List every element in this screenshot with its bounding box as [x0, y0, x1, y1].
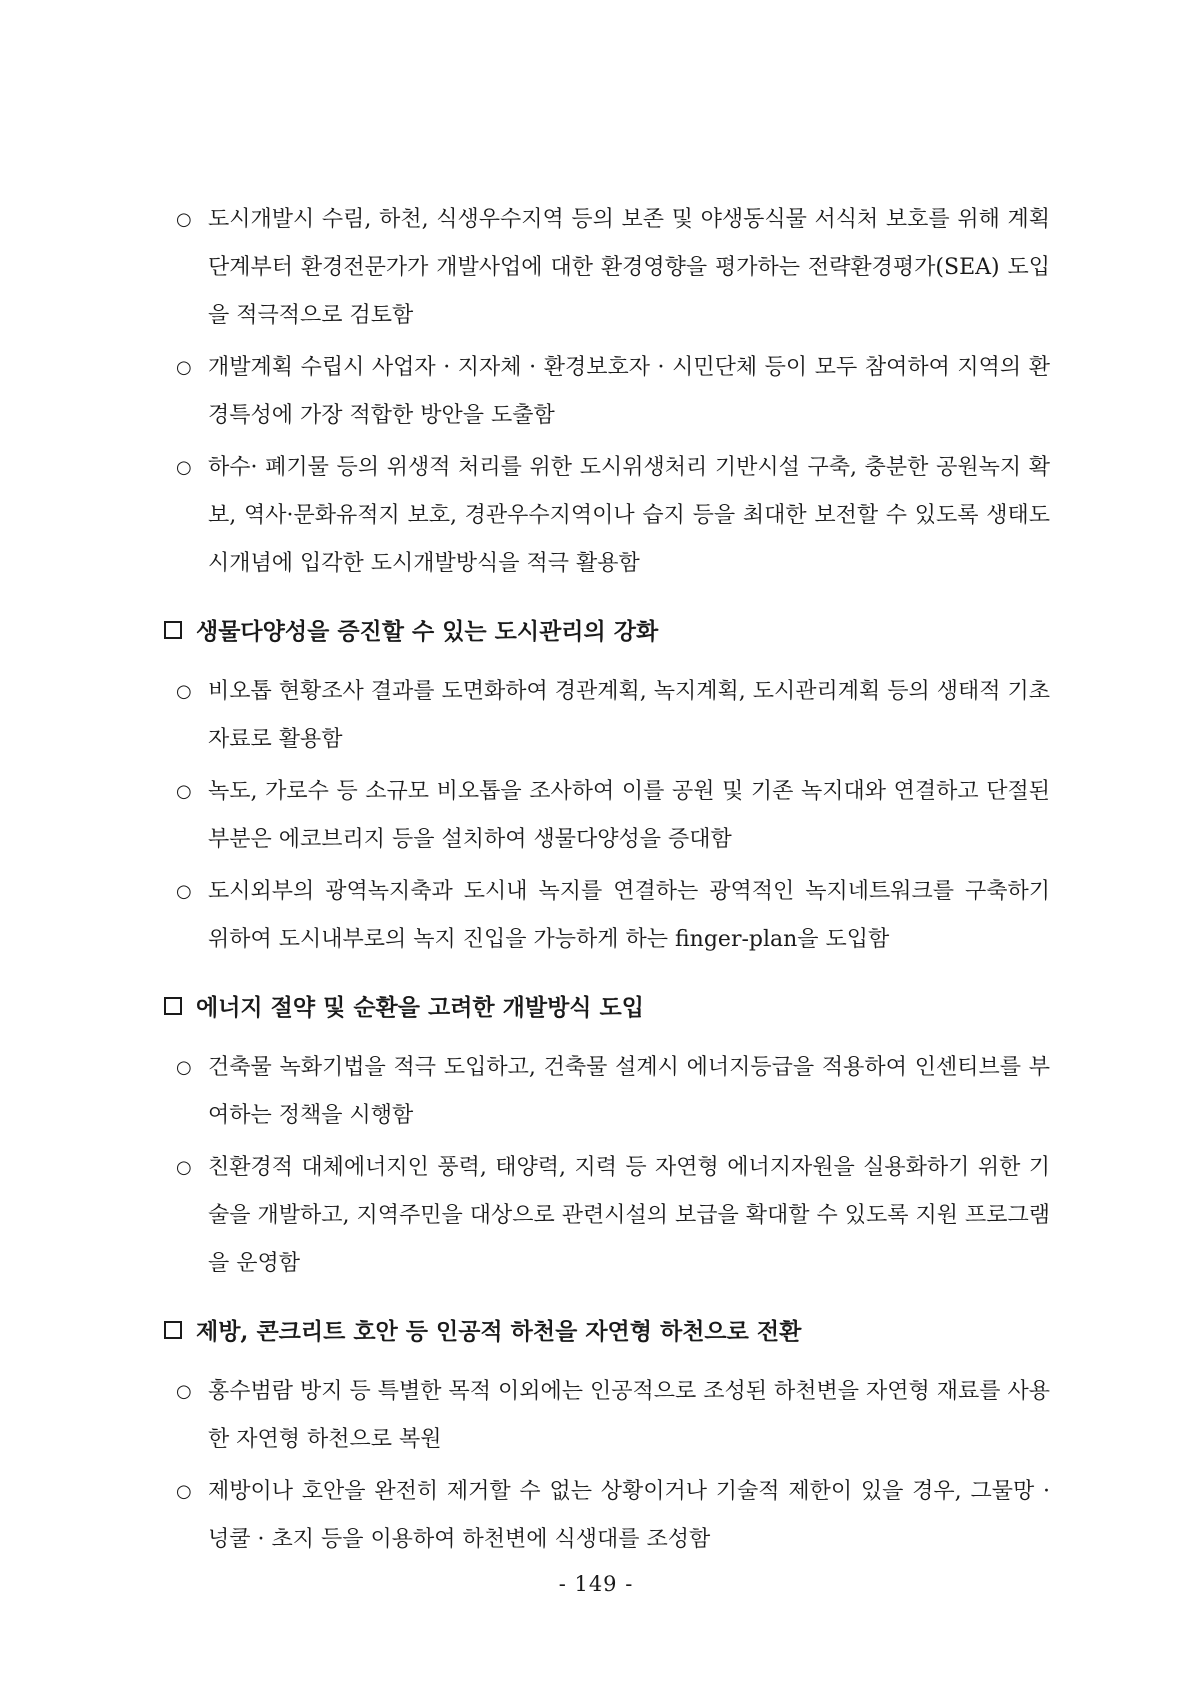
section-heading-text: 생물다양성을 증진할 수 있는 도시관리의 강화 — [196, 618, 659, 645]
bullet-text: 하수· 폐기물 등의 위생적 처리를 위한 도시위생처리 기반시설 구축, 충분한 공원녹지 확보, 역사·문화유적지 보호, 경관우수지역이나 습지 등을 최대한 보전할 수 있도록 생태도시개념에 입각한 도시개발방식을 적극 활용함 — [208, 455, 1050, 576]
bullet-circle-icon: ○ — [176, 209, 192, 230]
section-heading — [160, 1308, 1050, 1356]
bullet-text: 녹도, 가로수 등 소규모 비오톱을 조사하여 이를 공원 및 기존 녹지대와 연결하고 단절된 부분은 에코브리지 등을 설치하여 생물다양성을 증대함 — [208, 779, 1050, 852]
bullet-circle-icon: ○ — [176, 357, 192, 378]
page-content — [160, 196, 1050, 1568]
bullet-text: 홍수범람 방지 등 특별한 목적 이외에는 인공적으로 조성된 하천변을 자연형 재료를 사용한 자연형 하천으로 복원 — [208, 1379, 1050, 1452]
bullet-item — [160, 768, 1050, 864]
page-number: - 149 - — [558, 1572, 634, 1596]
bullet-circle-icon: ○ — [176, 1381, 192, 1402]
checkbox-square-icon — [164, 621, 182, 639]
section-heading — [160, 984, 1050, 1032]
bullet-circle-icon: ○ — [176, 1481, 192, 1502]
bullet-text: 개발계획 수립시 사업자 · 지자체 · 환경보호자 · 시민단체 등이 모두 참여하여 지역의 환경특성에 가장 적합한 방안을 도출함 — [208, 355, 1050, 428]
bullet-text: 도시외부의 광역녹지축과 도시내 녹지를 연결하는 광역적인 녹지네트워크를 구축하기 위하여 도시내부로의 녹지 진입을 가능하게 하는 finger-plan을 도입함 — [208, 879, 1050, 952]
bullet-item — [160, 868, 1050, 964]
bullet-item — [160, 1144, 1050, 1288]
bullet-circle-icon: ○ — [176, 1057, 192, 1078]
section-heading — [160, 608, 1050, 656]
bullet-item — [160, 344, 1050, 440]
bullet-text: 건축물 녹화기법을 적극 도입하고, 건축물 설계시 에너지등급을 적용하여 인센티브를 부여하는 정책을 시행함 — [208, 1055, 1050, 1128]
bullet-text: 제방이나 호안을 완전히 제거할 수 없는 상황이거나 기술적 제한이 있을 경우, 그물망 · 넝쿨 · 초지 등을 이용하여 하천변에 식생대를 조성함 — [208, 1479, 1050, 1552]
bullet-text: 도시개발시 수림, 하천, 식생우수지역 등의 보존 및 야생동식물 서식처 보호를 위해 계획단계부터 환경전문가가 개발사업에 대한 환경영향을 평가하는 전략환경평가(SEA) 도입을 적극적으로 검토함 — [208, 207, 1050, 328]
bullet-text: 비오톱 현황조사 결과를 도면화하여 경관계획, 녹지계획, 도시관리계획 등의 생태적 기초자료로 활용함 — [208, 679, 1050, 752]
bullet-item — [160, 668, 1050, 764]
bullet-circle-icon: ○ — [176, 681, 192, 702]
bullet-circle-icon: ○ — [176, 781, 192, 802]
bullet-circle-icon: ○ — [176, 881, 192, 902]
bullet-item — [160, 196, 1050, 340]
bullet-item — [160, 444, 1050, 588]
bullet-circle-icon: ○ — [176, 457, 192, 478]
checkbox-square-icon — [164, 1321, 182, 1339]
bullet-circle-icon: ○ — [176, 1157, 192, 1178]
bullet-item — [160, 1368, 1050, 1464]
section-heading-text: 제방, 콘크리트 호안 등 인공적 하천을 자연형 하천으로 전환 — [196, 1318, 802, 1345]
section-heading-text: 에너지 절약 및 순환을 고려한 개발방식 도입 — [196, 994, 644, 1021]
bullet-item — [160, 1468, 1050, 1564]
bullet-item — [160, 1044, 1050, 1140]
bullet-text: 친환경적 대체에너지인 풍력, 태양력, 지력 등 자연형 에너지자원을 실용화하기 위한 기술을 개발하고, 지역주민을 대상으로 관련시설의 보급을 확대할 수 있도록 지원 프로그램을 운영함 — [208, 1155, 1050, 1276]
checkbox-square-icon — [164, 997, 182, 1015]
